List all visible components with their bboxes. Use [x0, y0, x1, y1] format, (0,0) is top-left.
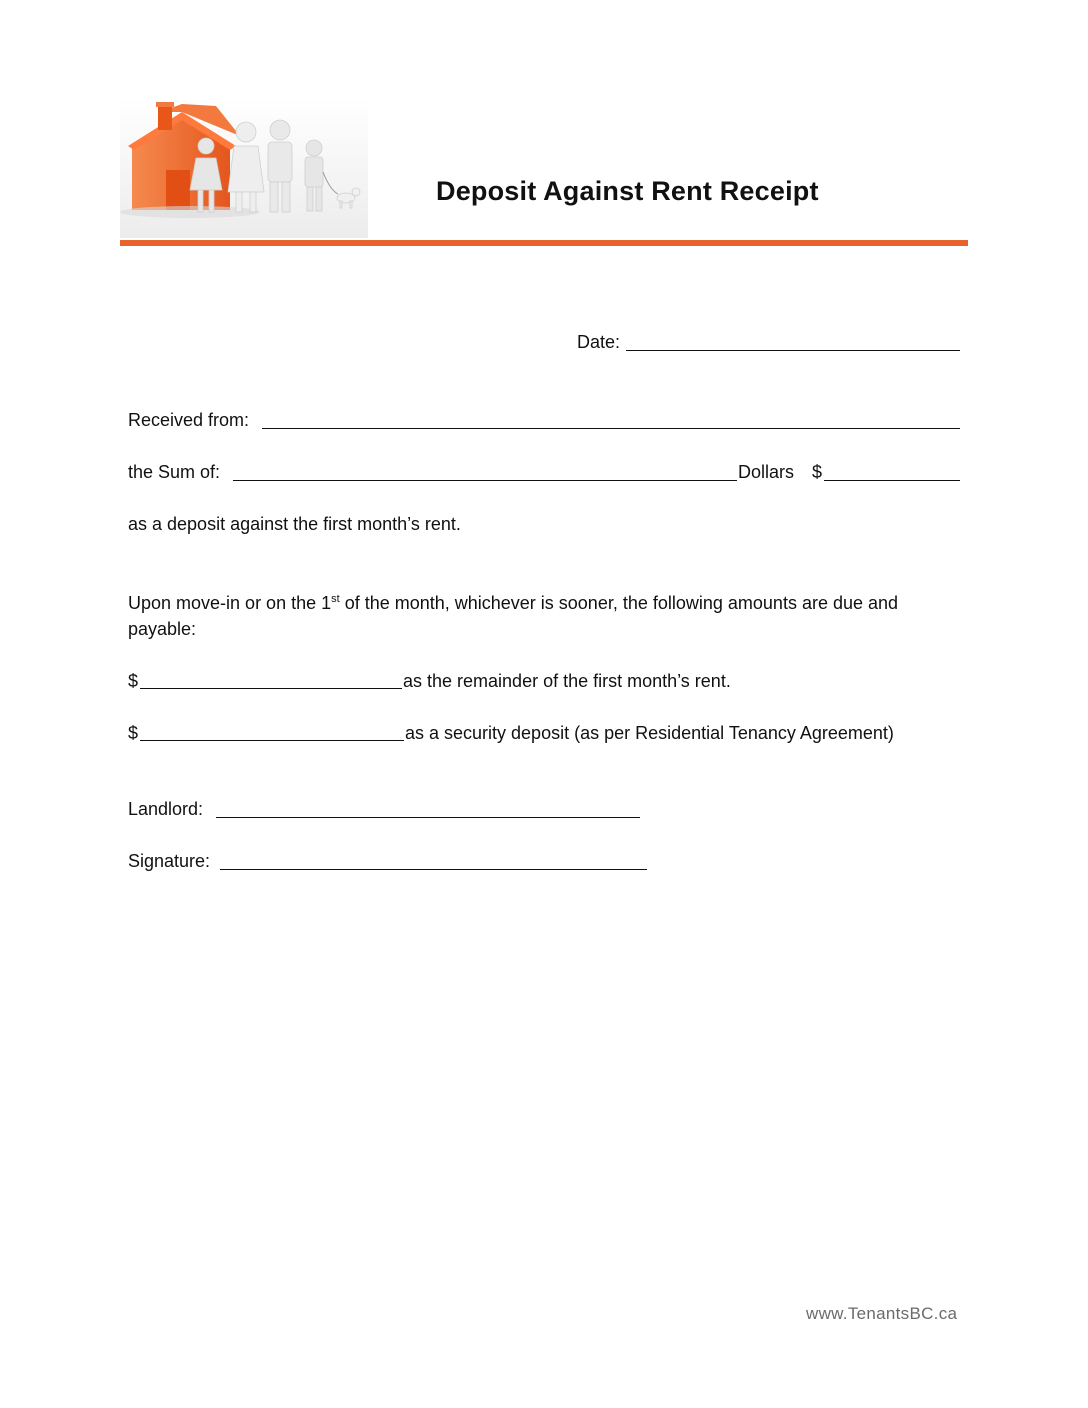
paragraph-text-end: of the month, whichever is sooner, the following amounts are due and payable:	[128, 593, 899, 639]
landlord-field[interactable]	[216, 817, 640, 818]
date-field[interactable]	[626, 350, 960, 351]
signature-field[interactable]	[220, 869, 647, 870]
house-family-icon	[120, 98, 368, 238]
sum-dollar-sign: $	[812, 462, 823, 482]
sum-amount-field[interactable]	[824, 480, 960, 481]
paragraph-text-start: Upon move-in or on the 1	[128, 593, 332, 613]
remainder-text: as the remainder of the first month’s rent.	[403, 671, 731, 691]
received-from-label: Received from:	[128, 410, 250, 430]
sum-words-field[interactable]	[233, 480, 737, 481]
ordinal-suffix: st	[331, 593, 340, 605]
remainder-amount-field[interactable]	[140, 688, 402, 689]
security-deposit-field[interactable]	[140, 740, 404, 741]
footer-website: www.TenantsBC.ca	[806, 1304, 958, 1323]
security-dollar-sign: $	[128, 723, 139, 743]
page-title: Deposit Against Rent Receipt	[436, 176, 819, 206]
remainder-dollar-sign: $	[128, 671, 139, 691]
received-from-field[interactable]	[262, 428, 960, 429]
dollars-label: Dollars	[738, 462, 795, 482]
signature-label: Signature:	[128, 851, 211, 871]
header-divider	[120, 240, 968, 246]
payment-terms-paragraph	[128, 590, 968, 642]
date-label: Date:	[577, 332, 621, 352]
security-deposit-text: as a security deposit (as per Residential Tenancy Agreement)	[405, 723, 894, 743]
deposit-statement: as a deposit against the first month’s rent.	[128, 514, 461, 534]
landlord-label: Landlord:	[128, 799, 204, 819]
sum-label: the Sum of:	[128, 462, 221, 482]
